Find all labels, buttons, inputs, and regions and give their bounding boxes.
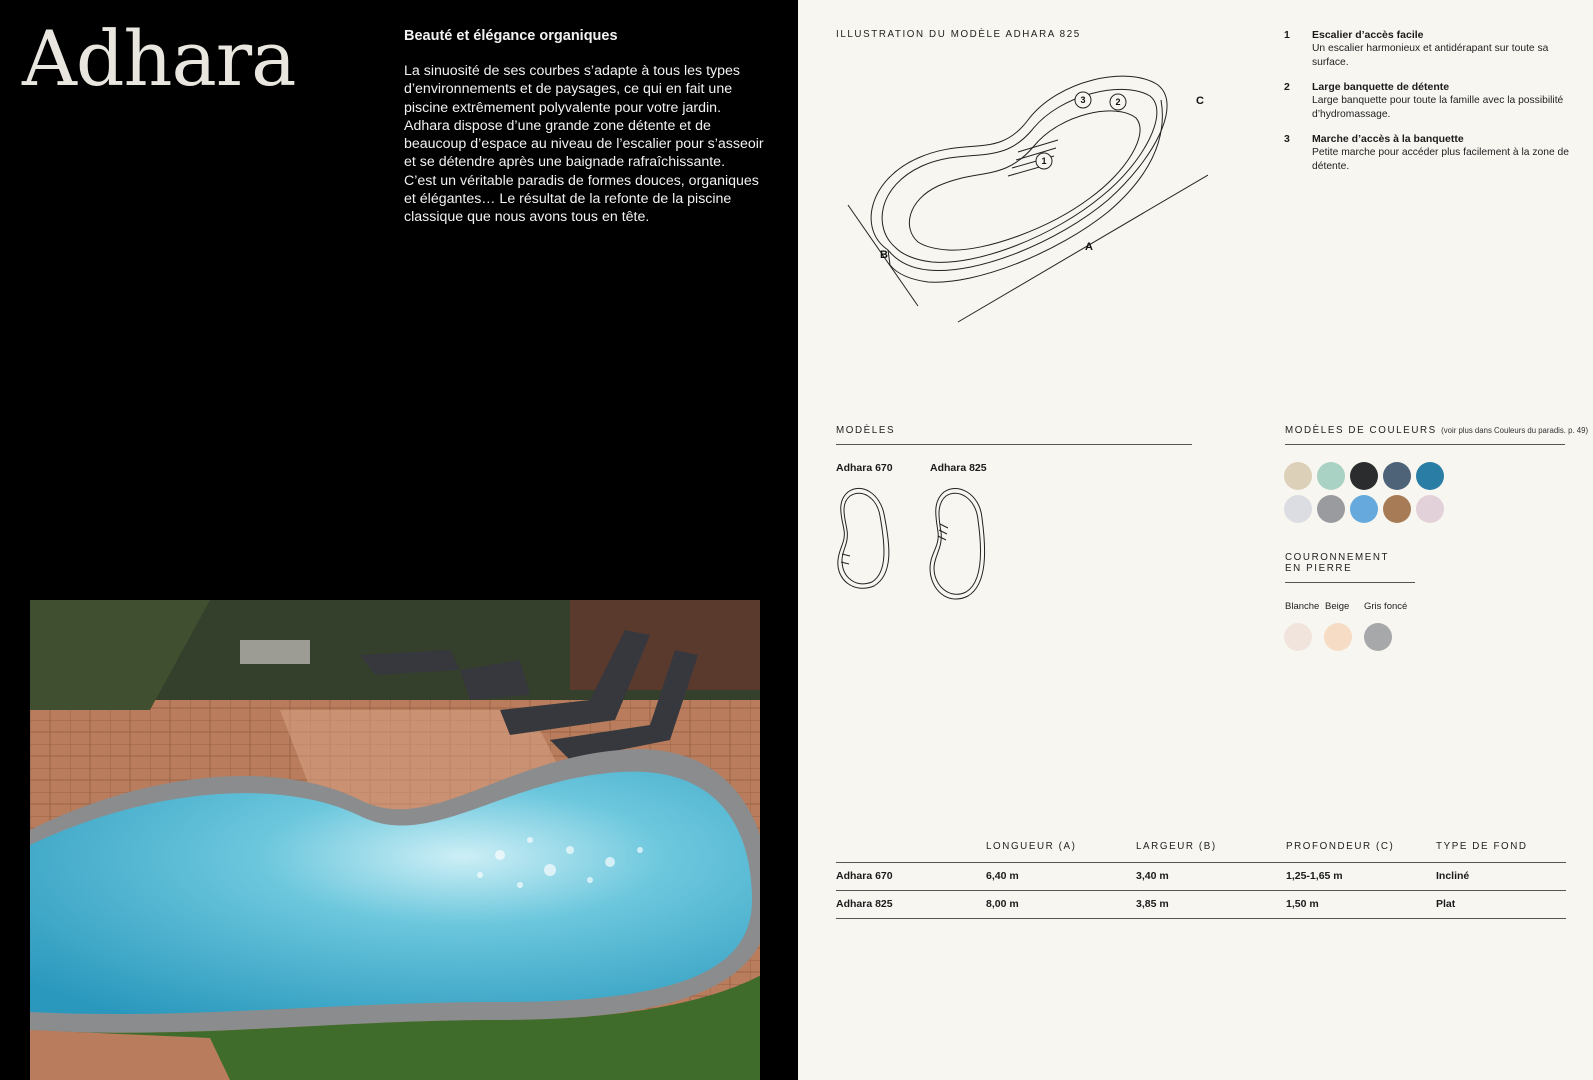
stone-swatch-beige [1324,623,1352,651]
color-swatch-7 [1317,495,1345,523]
color-swatch-6 [1284,495,1312,523]
color-swatch-10 [1416,495,1444,523]
spec-table-header [836,840,1566,862]
feature-number: 3 [1284,133,1290,145]
right-page [798,0,1593,1080]
model-670-outline [834,484,894,592]
table-row [836,862,1566,890]
intro-body [404,62,764,227]
stone-label-line-1: COURONNEMENT [1285,552,1390,563]
intro-block [404,28,764,227]
intro-heading: Beauté et élégance organiques [404,28,618,44]
feature-description: Large banquette pour toute la famille avec la possibilité d’hydromassage. [1312,95,1564,120]
colors-label-text: MODÈLES DE COULEURS [1285,425,1437,436]
spec-header-floor-type: TYPE DE FOND [1436,840,1566,862]
colors-note: (voir plus dans Couleurs du paradis. p. 49) [1441,426,1589,435]
feature-item [1284,133,1574,173]
spec-cell-depth: 1,50 m [1286,890,1436,918]
illustration-label: ILLUSTRATION DU MODÈLE ADHARA 825 [836,29,1081,40]
model-670-name: Adhara 670 [836,462,893,474]
feature-list [1284,29,1574,185]
spec-cell-width: 3,40 m [1136,862,1286,890]
spec-cell-length: 6,40 m [986,862,1136,890]
stone-name-beige: Beige [1325,601,1350,612]
feature-title: Marche d’accès à la banquette [1312,133,1464,145]
marker-2-label: 2 [1115,97,1121,107]
dimension-c-label: C [1196,95,1204,107]
spec-cell-width: 3,85 m [1136,890,1286,918]
color-swatch-4 [1383,462,1411,490]
stone-name-blanche: Blanche [1285,601,1320,612]
stone-swatch-gris-fonce [1364,623,1392,651]
intro-paragraph-1: La sinuosité de ses courbes s’adapte à tous les types d’environnements et de paysages, ce qui en fait une piscine extrêmement polyvalente pour votre jardin. Adhara dispose d’une grande zone détente et de beaucoup d’espace au niveau de l’escalier pour s’asseoir et se détendre après une baignade rafraîchissante. [404,63,764,171]
feature-title: Large banquette de détente [1312,81,1450,93]
color-swatch-3 [1350,462,1378,490]
spec-header-width: LARGEUR (B) [1136,840,1286,862]
model-825-outline [926,484,990,604]
feature-item [1284,29,1574,69]
model-825-name: Adhara 825 [930,462,987,474]
stone-swatch-blanche [1284,623,1312,651]
color-swatches [1284,462,1454,523]
stone-label-line-2: EN PIERRE [1285,563,1353,574]
feature-description: Un escalier harmonieux et antidérapant sur toute sa surface. [1312,43,1549,68]
color-swatch-5 [1416,462,1444,490]
spec-cell-model: Adhara 670 [836,862,986,890]
colors-section-label [1285,425,1589,445]
color-swatch-2 [1317,462,1345,490]
color-swatch-9 [1383,495,1411,523]
stone-section-label [1285,552,1415,583]
pool-diagram [828,60,1208,340]
spec-cell-depth: 1,25-1,65 m [1286,862,1436,890]
dimension-a-label: A [1085,241,1093,253]
feature-number: 1 [1284,29,1290,41]
spec-table [836,840,1566,919]
models-section-label: MODÈLES [836,425,1192,445]
spec-header-depth: PROFONDEUR (C) [1286,840,1436,862]
feature-description: Petite marche pour accéder plus facilement à la zone de détente. [1312,147,1569,172]
feature-title: Escalier d’accès facile [1312,29,1424,41]
intro-paragraph-2: C’est un véritable paradis de formes douces, organiques et élégantes… Le résultat de la refonte de la piscine classique que nous avons tous en tête. [404,172,759,226]
spec-cell-floor-type: Plat [1436,890,1566,918]
spec-cell-length: 8,00 m [986,890,1136,918]
color-swatch-1 [1284,462,1312,490]
dimension-b-label: B [880,249,888,261]
page-title: Adhara [22,14,296,103]
spec-header-model [836,840,986,862]
table-row [836,890,1566,918]
color-swatch-8 [1350,495,1378,523]
feature-item [1284,81,1574,121]
spec-cell-floor-type: Incliné [1436,862,1566,890]
spec-cell-model: Adhara 825 [836,890,986,918]
stone-name-gris-fonce: Gris foncé [1364,601,1408,612]
marker-1-label: 1 [1041,156,1047,166]
pool-photo [30,600,760,1080]
feature-number: 2 [1284,81,1290,93]
marker-3-label: 3 [1080,95,1086,105]
spec-header-length: LONGUEUR (A) [986,840,1136,862]
